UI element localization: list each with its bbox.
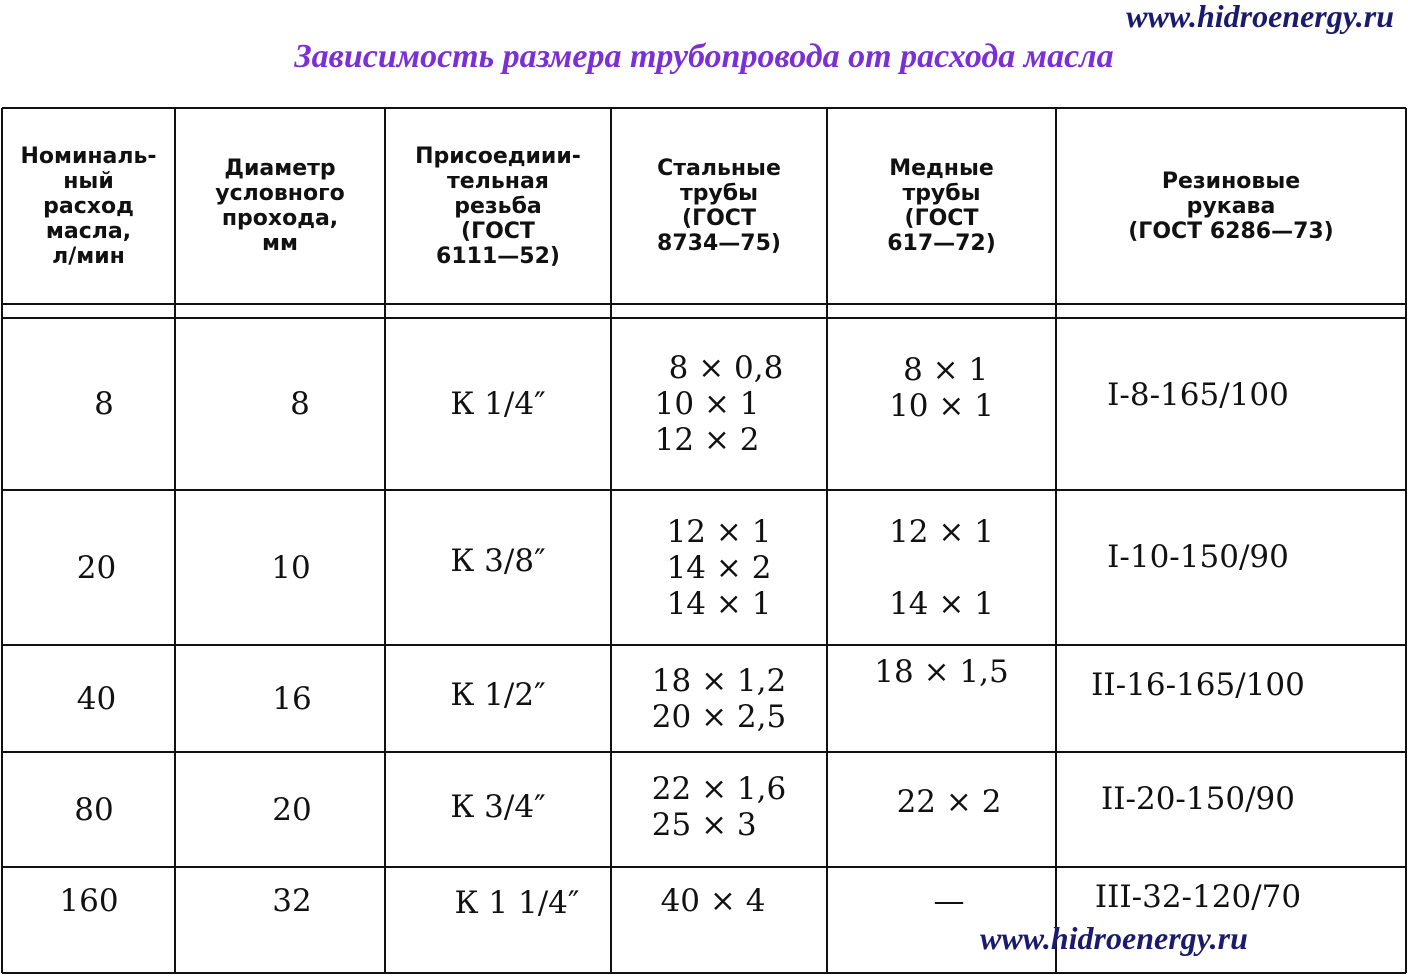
header-rubber-hoses: Резиновые рукава (ГОСТ 6286—73) xyxy=(1128,168,1334,244)
steel-size: 20 × 2,5 xyxy=(651,698,787,735)
table-row-1-flow: 8 xyxy=(94,386,114,422)
table-row-3-copper xyxy=(829,647,1054,697)
table-row-5-flow: 160 xyxy=(59,883,119,919)
table-row-4-thread: К 3/4″ xyxy=(450,788,546,825)
table-row-4-diameter: 20 xyxy=(272,791,312,828)
copper-size: 18 × 1,5 xyxy=(874,654,1009,690)
copper-size: 10 × 1 xyxy=(889,388,994,424)
page-title: Зависимость размера трубопровода от расхода масла xyxy=(294,38,1114,75)
steel-size: 40 × 4 xyxy=(660,883,766,919)
table-row-4-copper xyxy=(829,754,1069,849)
steel-size: 12 × 1 xyxy=(666,513,772,550)
copper-size: — xyxy=(933,883,965,919)
steel-size: 14 × 1 xyxy=(666,585,772,622)
steel-size: 25 × 3 xyxy=(651,806,757,843)
table-row-5-rubber: III-32-120/70 xyxy=(1094,879,1302,915)
header-flow: Номиналь- ный расход масла, л/мин xyxy=(20,143,157,269)
header-copper-pipes: Медные трубы (ГОСТ 617—72) xyxy=(887,156,996,256)
table-row-1-rubber: I-8-165/100 xyxy=(1107,377,1289,413)
copper-size: 14 × 1 xyxy=(889,585,994,622)
table-row-1-copper xyxy=(829,320,1054,488)
table-row-2-flow: 20 xyxy=(76,549,117,586)
header-thread: Присоедиии- тельная резьба (ГОСТ 6111—52) xyxy=(415,143,581,269)
table-row-3-rubber: II-16-165/100 xyxy=(1091,667,1305,703)
site-url-top: www.hidroenergy.ru xyxy=(1126,0,1394,34)
copper-size: 12 × 1 xyxy=(889,513,994,550)
header-steel-pipes: Стальные трубы (ГОСТ 8734—75) xyxy=(657,156,781,256)
table-row-2-diameter: 10 xyxy=(271,549,311,586)
table-row-2-thread: К 3/8″ xyxy=(450,543,546,579)
copper-size: 8 × 1 xyxy=(903,352,989,388)
site-url-bottom: www.hidroenergy.ru xyxy=(980,920,1248,956)
table-row-1-steel xyxy=(613,320,825,488)
steel-size: 22 × 1,6 xyxy=(651,770,787,807)
steel-size: 10 × 1 xyxy=(654,386,760,422)
table-row-2-rubber: I-10-150/90 xyxy=(1107,539,1289,575)
table-row-2-steel xyxy=(613,492,825,643)
table-row-3-diameter: 16 xyxy=(272,680,312,717)
copper-size: 22 × 2 xyxy=(896,783,1002,820)
table-row-4-rubber: II-20-150/90 xyxy=(1101,781,1295,817)
table-row-2-copper xyxy=(829,492,1054,643)
steel-size: 18 × 1,2 xyxy=(651,662,787,699)
steel-size: 8 × 0,8 xyxy=(668,350,784,386)
table-row-1-diameter: 8 xyxy=(290,386,310,422)
steel-size: 12 × 2 xyxy=(654,422,760,458)
table-row-4-steel xyxy=(613,754,825,859)
table-row-5-thread: К 1 1/4″ xyxy=(454,885,580,921)
table-row-5-diameter: 32 xyxy=(272,883,312,919)
table-row-1-thread: К 1/4″ xyxy=(450,386,546,422)
table-row-4-flow: 80 xyxy=(74,791,114,828)
table-row-3-steel xyxy=(613,647,825,750)
table-row-5-steel xyxy=(613,869,813,933)
table-row-3-flow: 40 xyxy=(76,680,117,717)
table-row-3-thread: К 1/2″ xyxy=(450,676,546,713)
header-diameter: Диаметр условного прохода, мм xyxy=(215,156,345,256)
steel-size: 14 × 2 xyxy=(666,549,772,586)
